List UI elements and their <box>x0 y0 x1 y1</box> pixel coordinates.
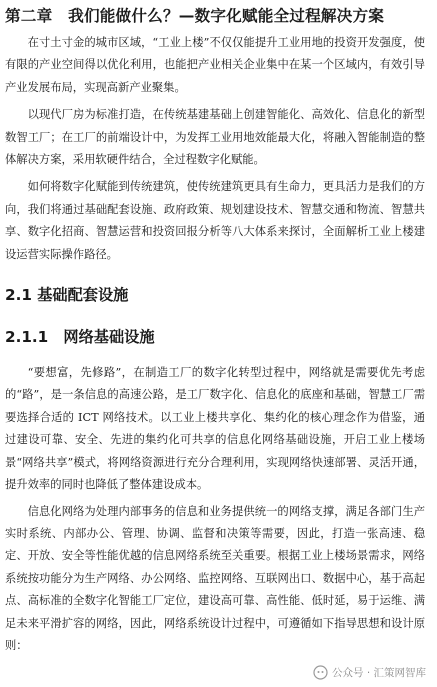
intro-paragraph-1: 在寸土寸金的城市区域，“工业上楼”不仅仅能提升工业用地的投资开发强度，使有限的产业空间得以优化利用，也能把产业相关企业集中在某一个区域内，有效引导产业发展布局，实现高新产业聚集。 <box>5 36 425 94</box>
watermark-text: 公众号 · 汇策网智库 <box>331 667 426 679</box>
intro-paragraph-2: 以现代厂房为标准打造，在传统基建基础上创建智能化、高效化、信息化的新型数智工厂；在工厂的前端设计中，为发挥工业用地效能最大化，将融入智能制造的整体解决方案，采用软硬件结合，全过程数字化赋能。 <box>5 108 425 167</box>
chapter-title: 第二章 我们能做什么？—数字化赋能全过程解决方案 <box>5 7 385 25</box>
subsection-title: 2.1.1 网络基础设施 <box>5 328 155 347</box>
intro-paragraph-3: 如何将数字化赋能到传统建筑，使传统建筑更具有生命力，更具活力是我们的方向，我们将通过基础配套设施、政府政策、规划建设技术、智慧交通和物流、智慧共享、数字化招商、智慧运营和投资回报分析等八大体系来探讨，全面解析工业上楼建设运营实际操作路径。 <box>5 180 425 261</box>
network-paragraph-1: “要想富，先修路”，在制造工厂的数字化转型过程中，网络就是需要优先考虑的“路”，是一条信息的高速公路，是工厂数字化、信息化的底座和基础，智慧工厂需要选择合适的 ICT 网络技术。以工业上楼共享化、集约化的核心理念作为借鉴，通过建设可靠、安全、先进的集约化可共享的信息化网络基础设施，开启工业上楼场景“网络共享”模式，将网络资源进行充分合理利用，实现网络快速部署、灵活开通，提升效率的同时也降低了整体建设成本。 <box>5 366 425 492</box>
wechat-public-account-icon <box>313 665 328 680</box>
watermark <box>310 664 429 681</box>
network-paragraph-2: 信息化网络为处理内部事务的信息和业务提供统一的网络支撑，满足各部门生产实时系统、内部办公、管理、协调、监督和决策等需要，因此，打造一张高速、稳定、开放、安全等性能优越的信息网络系统至关重要。根据工业上楼场景需求，网络系统按功能分为生产网络、办公网络、监控网络、互联网出口、数据中心，基于高起点、高标准的全数字化智能工厂定位，建设高可靠、高性能、低时延，易于运维、满足未来平滑扩容的网络，因此，网络系统设计过程中，可遵循如下指导思想和设计原则： <box>5 504 425 652</box>
section-title: 2.1 基础配套设施 <box>5 286 129 305</box>
